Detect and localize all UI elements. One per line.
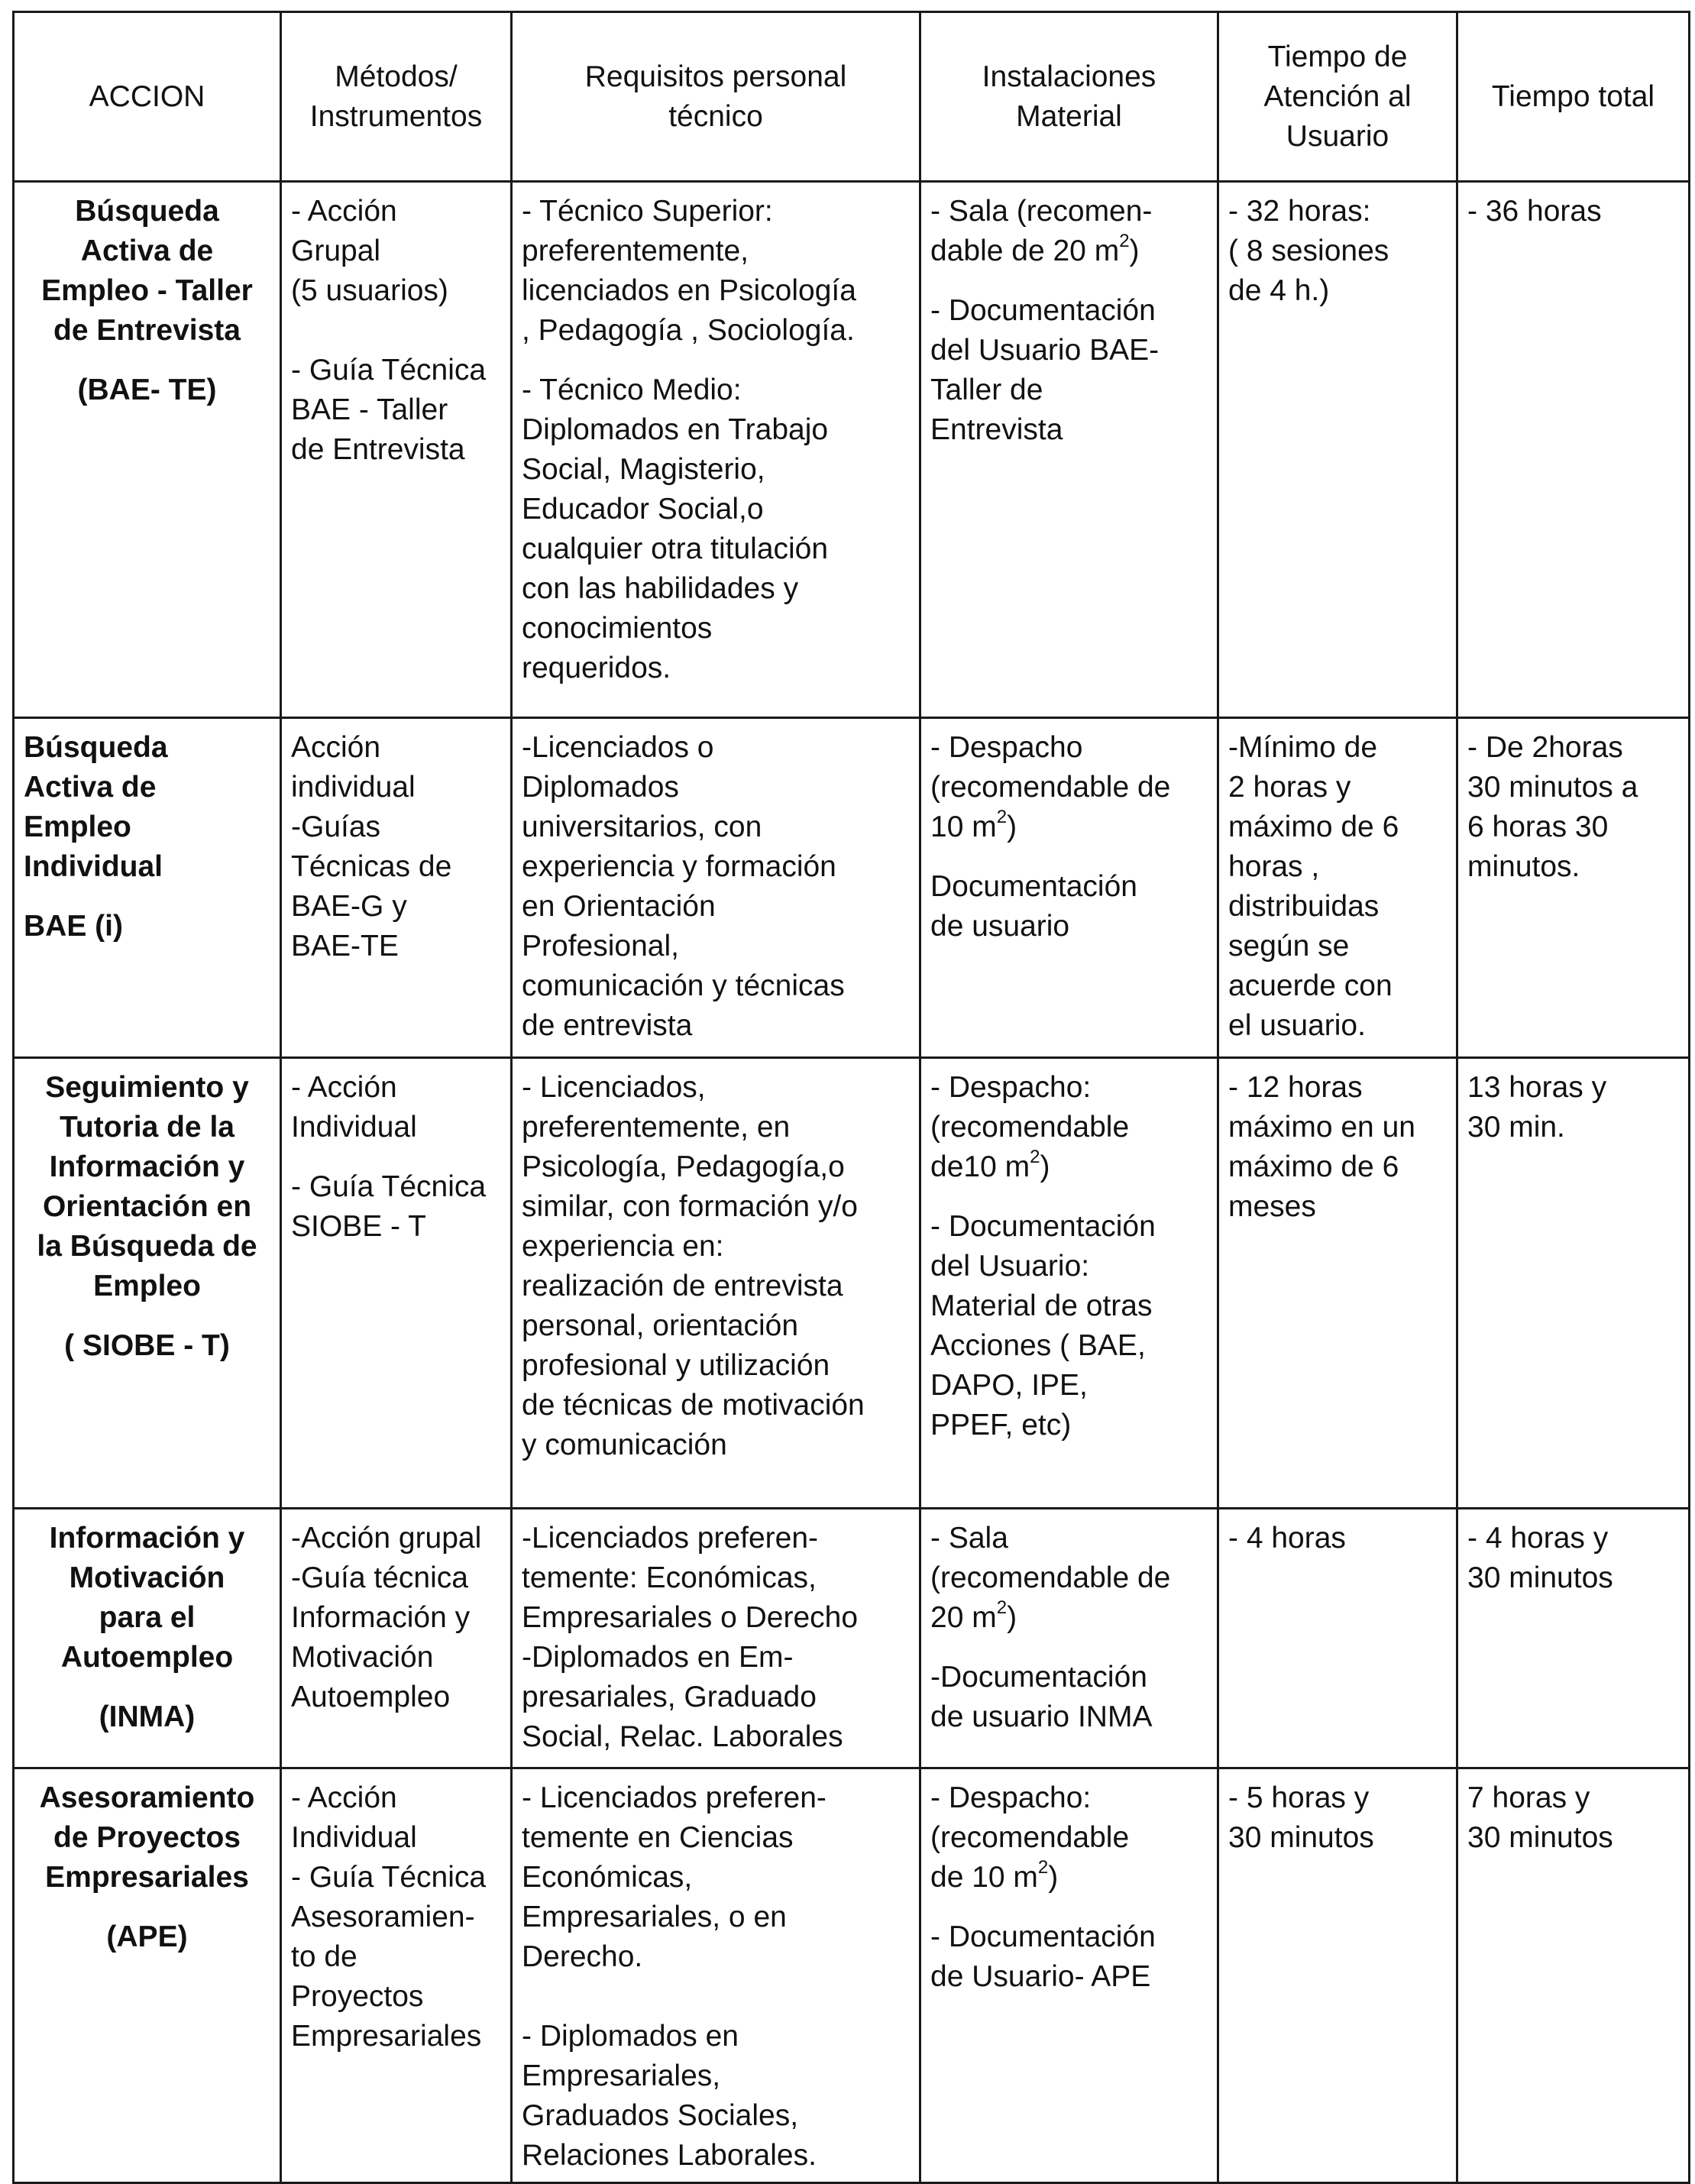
accion-cell: Asesoramiento de Proyectos Empresariales (APE) (14, 1768, 281, 2183)
instalaciones-cell: - Sala (recomen- dable de 20 $m^2$) - Documentación del Usuario BAE- Taller de Entrevista (920, 182, 1218, 718)
accion-cell: Seguimiento y Tutoria de la Información y Orientación en la Búsqueda de Empleo ( SIOBE - T) (14, 1058, 281, 1509)
table-row (14, 1509, 1690, 1768)
metodos-cell: - Acción Grupal (5 usuarios) - Guía Técnica BAE - Taller de Entrevista (281, 182, 512, 718)
instalaciones-cell: - Despacho: (recomendable de 10 $m^2$) - Documentación de Usuario- APE (920, 1768, 1218, 2183)
actions-table (12, 11, 1690, 2184)
action-code: (APE) (106, 1920, 188, 1953)
tiempo-total-cell: - De 2horas 30 minutos a 6 horas 30 minutos. (1457, 718, 1690, 1058)
metodos-cell: Acción individual -Guías Técnicas de BAE-G y BAE-TE (281, 718, 512, 1058)
tiempo-atencion-cell: - 12 horas máximo en un máximo de 6 meses (1218, 1058, 1457, 1509)
header-tiempo-atencion: Tiempo de Atención al Usuario (1218, 12, 1457, 182)
instalaciones-cell: - Sala (recomendable de 20 $m^2$) -Documentación de usuario INMA (920, 1509, 1218, 1768)
action-code: BAE (i) (24, 910, 123, 943)
requisitos-cell: -Licenciados o Diplomados universitarios, con experiencia y formación en Orientación Profesional, comunicación y técnicas de entrevista (512, 718, 920, 1058)
tiempo-atencion-cell: - 5 horas y 30 minutos (1218, 1768, 1457, 2183)
tiempo-total-cell: 7 horas y 30 minutos (1457, 1768, 1690, 2183)
header-requisitos: Requisitos personal técnico (512, 12, 920, 182)
table-row (14, 718, 1690, 1058)
requisitos-cell: - Licenciados, preferentemente, en Psicología, Pedagogía,o similar, con formación y/o experiencia en: realización de entrevista personal, orientación profesional y utilización de técnicas de motivación y comunicación (512, 1058, 920, 1509)
tiempo-total-cell: - 4 horas y 30 minutos (1457, 1509, 1690, 1768)
accion-cell: Búsqueda Activa de Empleo Individual BAE (i) (14, 718, 281, 1058)
header-instalaciones: Instalaciones Material (920, 12, 1218, 182)
tiempo-atencion-cell: - 32 horas: ( 8 sesiones de 4 h.) (1218, 182, 1457, 718)
tiempo-total-cell: - 36 horas (1457, 182, 1690, 718)
header-accion: ACCION (14, 12, 281, 182)
tiempo-atencion-cell: - 4 horas (1218, 1509, 1457, 1768)
requisitos-cell: - Técnico Superior: preferentemente, licenciados en Psicología , Pedagogía , Sociología. - Técnico Medio: Diplomados en Trabajo Social, Magisterio, Educador Social,o cualquier otra titulación con las habilidades y conocimientos requeridos. (512, 182, 920, 718)
header-row (14, 12, 1690, 182)
accion-cell: Búsqueda Activa de Empleo - Taller de Entrevista (BAE- TE) (14, 182, 281, 718)
tiempo-total-cell: 13 horas y 30 min. (1457, 1058, 1690, 1509)
requisitos-cell: - Licenciados preferen- temente en Ciencias Económicas, Empresariales, o en Derecho. - Diplomados en Empresariales, Graduados Sociales, Relaciones Laborales. (512, 1768, 920, 2183)
tiempo-atencion-cell: -Mínimo de 2 horas y máximo de 6 horas , distribuidas según se acuerde con el usuario. (1218, 718, 1457, 1058)
requisitos-cell: -Licenciados preferen- temente: Económicas, Empresariales o Derecho -Diplomados en Em- presariales, Graduado Social, Relac. Laborales (512, 1509, 920, 1768)
action-code: (BAE- TE) (77, 374, 217, 406)
table-row (14, 1058, 1690, 1509)
instalaciones-cell: - Despacho: (recomendable de10 $m^2$) - Documentación del Usuario: Material de otras Acciones ( BAE, DAPO, IPE, PPEF, etc) (920, 1058, 1218, 1509)
metodos-cell: -Acción grupal -Guía técnica Información y Motivación Autoempleo (281, 1509, 512, 1768)
action-code: ( SIOBE - T) (64, 1329, 230, 1362)
header-tiempo-total: Tiempo total (1457, 12, 1690, 182)
accion-cell: Información y Motivación para el Autoempleo (INMA) (14, 1509, 281, 1768)
table-row (14, 1768, 1690, 2183)
header-metodos: Métodos/ Instrumentos (281, 12, 512, 182)
instalaciones-cell: - Despacho (recomendable de 10 $m^2$) Documentación de usuario (920, 718, 1218, 1058)
metodos-cell: - Acción Individual - Guía Técnica Asesoramien- to de Proyectos Empresariales (281, 1768, 512, 2183)
table-row (14, 182, 1690, 718)
metodos-cell: - Acción Individual - Guía Técnica SIOBE - T (281, 1058, 512, 1509)
action-code: (INMA) (99, 1700, 196, 1733)
